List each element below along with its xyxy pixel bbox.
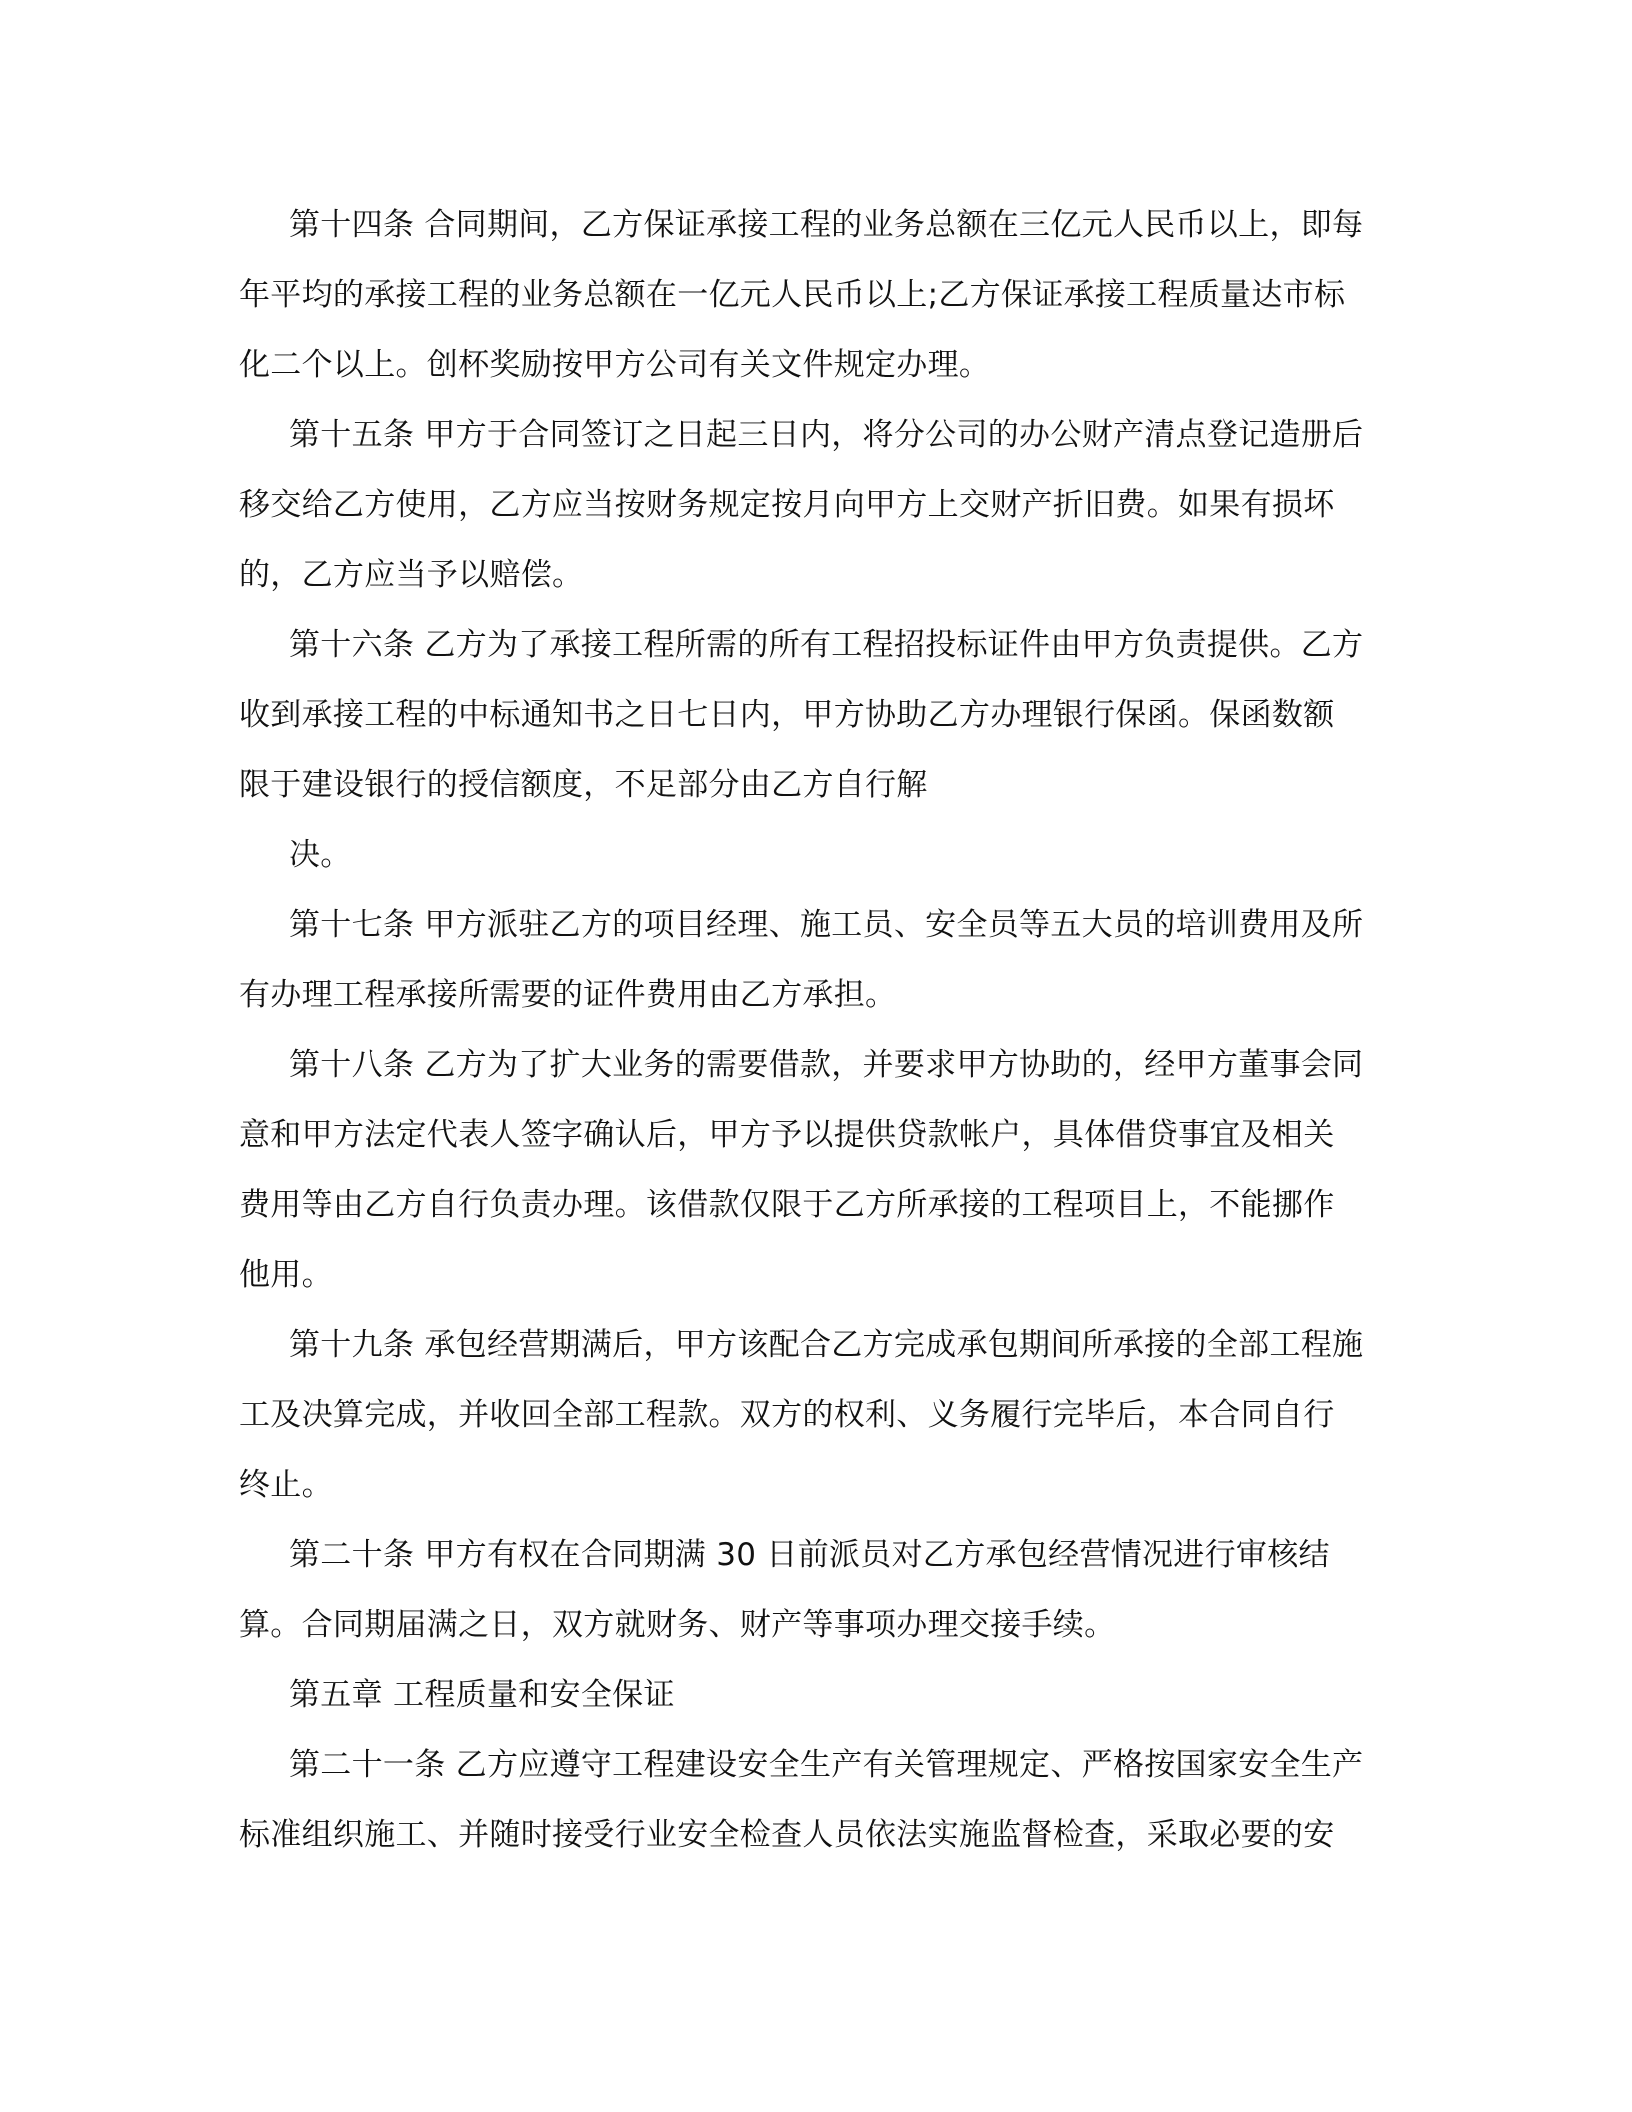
text-line: 意和甲方法定代表人签字确认后，甲方予以提供贷款帐户，具体借贷事宜及相关 — [239, 1117, 1335, 1153]
text-line: 他用。 — [239, 1257, 333, 1293]
text-line: 的，乙方应当予以赔偿。 — [239, 557, 584, 593]
chapter-heading: 第五章 工程质量和安全保证 — [289, 1677, 675, 1713]
text-line: 终止。 — [239, 1467, 333, 1503]
document-body — [239, 190, 1379, 1870]
text-line: 第十八条 乙方为了扩大业务的需要借款，并要求甲方协助的，经甲方董事会同 — [289, 1047, 1364, 1083]
text-line: 第十七条 甲方派驻乙方的项目经理、施工员、安全员等五大员的培训费用及所 — [289, 907, 1364, 943]
text-line: 算。合同期届满之日，双方就财务、财产等事项办理交接手续。 — [239, 1607, 1116, 1643]
text-line: 化二个以上。创杯奖励按甲方公司有关文件规定办理。 — [239, 347, 991, 383]
text-line: 收到承接工程的中标通知书之日七日内，甲方协助乙方办理银行保函。保函数额 — [239, 697, 1335, 733]
text-line: 第二十条 甲方有权在合同期满 30 日前派员对乙方承包经营情况进行审核结 — [289, 1537, 1330, 1573]
text-line: 有办理工程承接所需要的证件费用由乙方承担。 — [239, 977, 897, 1013]
text-line: 第二十一条 乙方应遵守工程建设安全生产有关管理规定、严格按国家安全生产 — [289, 1747, 1364, 1783]
text-line: 移交给乙方使用，乙方应当按财务规定按月向甲方上交财产折旧费。如果有损坏 — [239, 487, 1335, 523]
text-line: 标准组织施工、并随时接受行业安全检查人员依法实施监督检查，采取必要的安 — [239, 1817, 1335, 1853]
text-line: 第十四条 合同期间，乙方保证承接工程的业务总额在三亿元人民币以上，即每 — [289, 207, 1364, 243]
text-line: 年平均的承接工程的业务总额在一亿元人民币以上;乙方保证承接工程质量达市标 — [239, 277, 1346, 313]
text-line: 费用等由乙方自行负责办理。该借款仅限于乙方所承接的工程项目上，不能挪作 — [239, 1187, 1335, 1223]
text-line: 限于建设银行的授信额度，不足部分由乙方自行解 — [239, 767, 928, 803]
text-line: 第十九条 承包经营期满后，甲方该配合乙方完成承包期间所承接的全部工程施 — [289, 1327, 1364, 1363]
text-line: 第十五条 甲方于合同签订之日起三日内，将分公司的办公财产清点登记造册后 — [289, 417, 1364, 453]
text-line: 决。 — [289, 837, 352, 873]
text-line: 工及决算完成，并收回全部工程款。双方的权利、义务履行完毕后，本合同自行 — [239, 1397, 1335, 1433]
text-line: 第十六条 乙方为了承接工程所需的所有工程招投标证件由甲方负责提供。乙方 — [289, 627, 1364, 663]
